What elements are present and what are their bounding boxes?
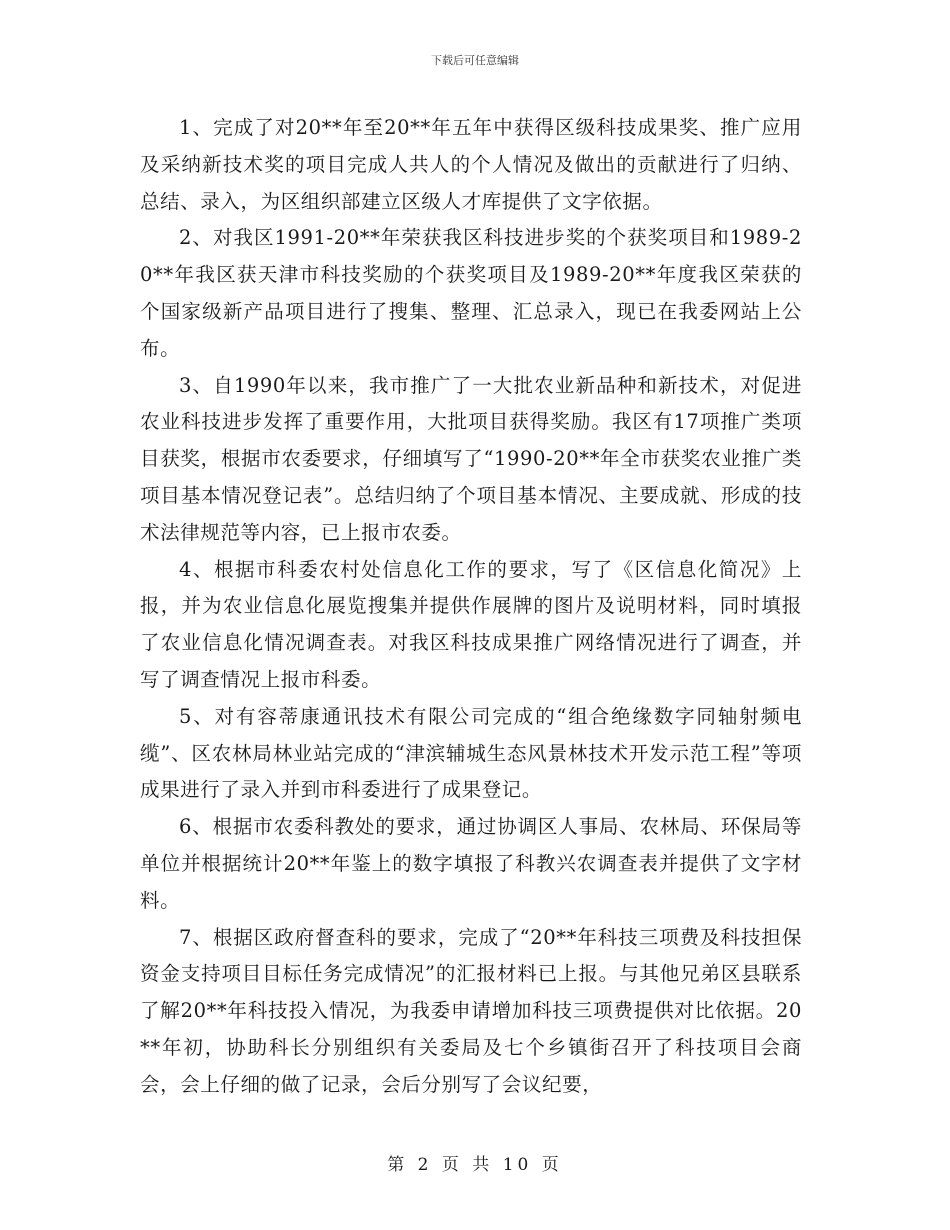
paragraph-6: 6、根据市农委科教处的要求，通过协调区人事局、农林局、环保局等单位并根据统计20**年鉴上的数字填报了科教兴农调查表并提供了文字材料。	[140, 815, 802, 912]
paragraph-2: 2、对我区1991-20**年荣获我区科技进步奖的个获奖项目和1989-20**年我区获天津市科技奖励的个获奖项目及1989-20**年度我区荣获的个国家级新产品项目进行了搜集、整理、汇总录入，现已在我委网站上公布。	[140, 226, 802, 360]
paragraph-4: 4、根据市科委农村处信息化工作的要求，写了《区信息化简况》上报，并为农业信息化展览搜集并提供作展牌的图片及说明材料，同时填报了农业信息化情况调查表。对我区科技成果推广网络情况进行了调查，并写了调查情况上报市科委。	[140, 557, 802, 691]
paragraph-3: 3、自1990年以来，我市推广了一大批农业新品种和新技术，对促进农业科技进步发挥了重要作用，大批项目获得奖励。我区有17项推广类项目获奖，根据市农委要求，仔细填写了“1990-20**年全市获奖农业推广类项目基本情况登记表”。总结归纳了个项目基本情况、主要成就、形成的技术法律规范等内容，已上报市农委。	[140, 373, 802, 544]
paragraph-1: 1、完成了对20**年至20**年五年中获得区级科技成果奖、推广应用及采纳新技术奖的项目完成人共人的个人情况及做出的贡献进行了归纳、总结、录入，为区组织部建立区级人才库提供了文字依据。	[140, 116, 802, 213]
page-header: 下载后可任意编辑	[431, 54, 519, 67]
paragraph-5: 5、对有容蒂康通讯技术有限公司完成的“组合绝缘数字同轴射频电缆”、区农林局林业站完成的“津滨辅城生态风景林技术开发示范工程”等项成果进行了录入并到市科委进行了成果登记。	[140, 704, 802, 802]
page-footer: 第 2 页 共 10 页	[387, 1155, 563, 1175]
document-body	[140, 110, 802, 1104]
paragraph-7: 7、根据区政府督查科的要求，完成了“20**年科技三项费及科技担保资金支持项目目标任务完成情况”的汇报材料已上报。与其他兄弟区县联系了解20**年科技投入情况，为我委申请增加科技三项费提供对比依据。20**年初，协助科长分别组织有关委局及七个乡镇街召开了科技项目会商会，会上仔细的做了记录，会后分别写了会议纪要，	[140, 925, 802, 1096]
